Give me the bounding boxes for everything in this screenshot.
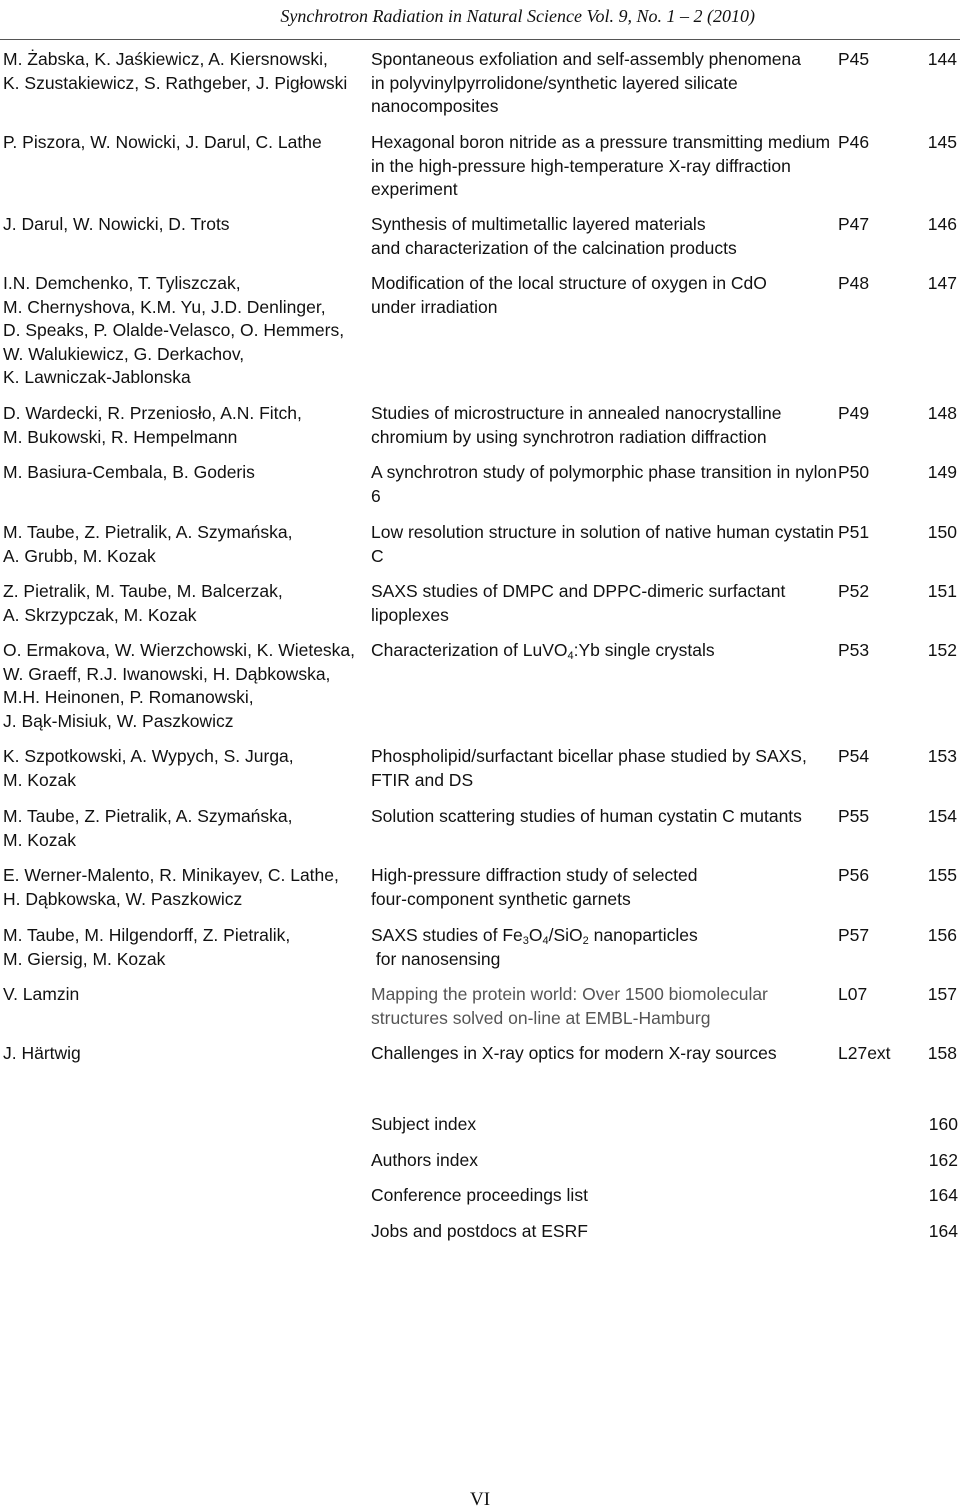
entry-page: 149 [927,462,957,482]
page-number: VI [469,1489,491,1510]
entry-code: P53 [838,640,870,660]
entry-page: 144 [927,49,957,69]
entry-page: 157 [927,984,957,1004]
entry-page: 158 [927,1043,957,1063]
entry-title: Hexagonal boron nitride as a pressure transmitting medium in the high-pressure high-temperature X-ray diffraction experiment [371,132,831,199]
entry-authors: D. Wardecki, R. Przeniosło, A.N. Fitch, M. Bukowski, R. Hempelmann [3,403,302,447]
entry-code: P52 [838,581,870,601]
entry-code: P50 [838,462,870,482]
entry-page: 156 [927,925,957,945]
entry-code: P51 [838,522,870,542]
entry-code: P55 [838,806,870,826]
entry-authors: M. Basiura-Cembala, B. Goderis [3,462,255,482]
entry-title: Spontaneous exfoliation and self-assembly phenomena in polyvinylpyrrolidone/synthetic layered silicate nanocomposites [371,49,802,116]
entry-title: SAXS studies of DMPC and DPPC-dimeric surfactant lipoplexes [371,581,786,625]
entry-title: Low resolution structure in solution of native human cystatin C [371,522,835,566]
entry-authors: O. Ermakova, W. Wierzchowski, K. Wieteska, W. Graeff, R.J. Iwanowski, H. Dąbkowska, M.H. Heinonen, P. Romanowski, J. Bąk-Misiuk, W. Paszkowicz [3,640,356,731]
journal-citation: Synchrotron Radiation in Natural Science Vol. 9, No. 1 – 2 (2010) [280,6,755,26]
entry-authors: E. Werner-Malento, R. Minikayev, C. Lathe, H. Dąbkowska, W. Paszkowicz [3,865,339,909]
entry-title: Solution scattering studies of human cystatin C mutants [371,806,802,826]
entry-title: Characterization of LuVO$_4$:Yb single crystals [371,640,715,662]
entry-authors: M. Taube, Z. Pietralik, A. Szymańska, A. Grubb, M. Kozak [3,522,293,566]
entry-authors: K. Szpotkowski, A. Wypych, S. Jurga, M. Kozak [3,746,294,790]
entry-authors: Z. Pietralik, M. Taube, M. Balcerzak, A. Skrzypczak, M. Kozak [3,581,283,625]
entry-title: Studies of microstructure in annealed nanocrystalline chromium by using synchrotron radiation diffraction [371,403,782,447]
entry-page: 155 [927,865,957,885]
entry-page: 150 [927,522,957,542]
entry-page: 145 [927,132,957,152]
entry-code: P45 [838,49,870,69]
entry-page: 154 [927,806,957,826]
running-header [0,0,960,40]
entry-code: L07 [838,984,868,1004]
entry-title: Challenges in X-ray optics for modern X-ray sources [371,1043,777,1063]
entry-authors: J. Härtwig [3,1043,81,1063]
entry-page: 148 [927,403,957,423]
entry-code: P54 [838,746,870,766]
entry-title: High-pressure diffraction study of selected four-component synthetic garnets [371,865,698,909]
entry-authors: V. Lamzin [3,984,80,1004]
entry-authors: I.N. Demchenko, T. Tyliszczak, M. Chernyshova, K.M. Yu, J.D. Denlinger, D. Speaks, P. Olalde-Velasco, O. Hemmers, W. Walukiewicz, G. Derkachov, K. Lawniczak-Jablonska [3,273,345,387]
entry-title: Synthesis of multimetallic layered materials and characterization of the calcination products [371,214,737,258]
entry-title: Mapping the protein world: Over 1500 biomolecular structures solved on-line at EMBL-Hamburg [371,984,768,1028]
entry-authors: M. Taube, Z. Pietralik, A. Szymańska, M. Kozak [3,806,293,850]
entry-title: A synchrotron study of polymorphic phase transition in nylon 6 [371,462,837,506]
entry-title: Modification of the local structure of oxygen in CdO under irradiation [371,273,767,317]
entry-code: P56 [838,865,870,885]
entry-title: SAXS studies of $Fe_3O_4/SiO_2$ nanoparticles for nanosensing [371,925,698,969]
entry-title: Phospholipid/surfactant bicellar phase studied by SAXS, FTIR and DS [371,746,807,790]
entry-code: P47 [838,214,870,234]
entry-authors: M. Taube, M. Hilgendorff, Z. Pietralik, M. Giersig, M. Kozak [3,925,291,969]
entry-code: P57 [838,925,870,945]
entry-code: P48 [838,273,870,293]
entry-code: L27ext [838,1043,891,1063]
entry-page: 151 [927,581,957,601]
entry-authors: J. Darul, W. Nowicki, D. Trots [3,214,230,234]
entry-authors: M. Żabska, K. Jaśkiewicz, A. Kiersnowski, K. Szustakiewicz, S. Rathgeber, J. Pigłowski [3,49,348,93]
entry-code: P49 [838,403,870,423]
entry-page: 147 [927,273,957,293]
entry-page: 152 [927,640,957,660]
entry-code: P46 [838,132,870,152]
entry-page: 146 [927,214,957,234]
entry-page: 153 [927,746,957,766]
entry-authors: P. Piszora, W. Nowicki, J. Darul, C. Lathe [3,132,322,152]
